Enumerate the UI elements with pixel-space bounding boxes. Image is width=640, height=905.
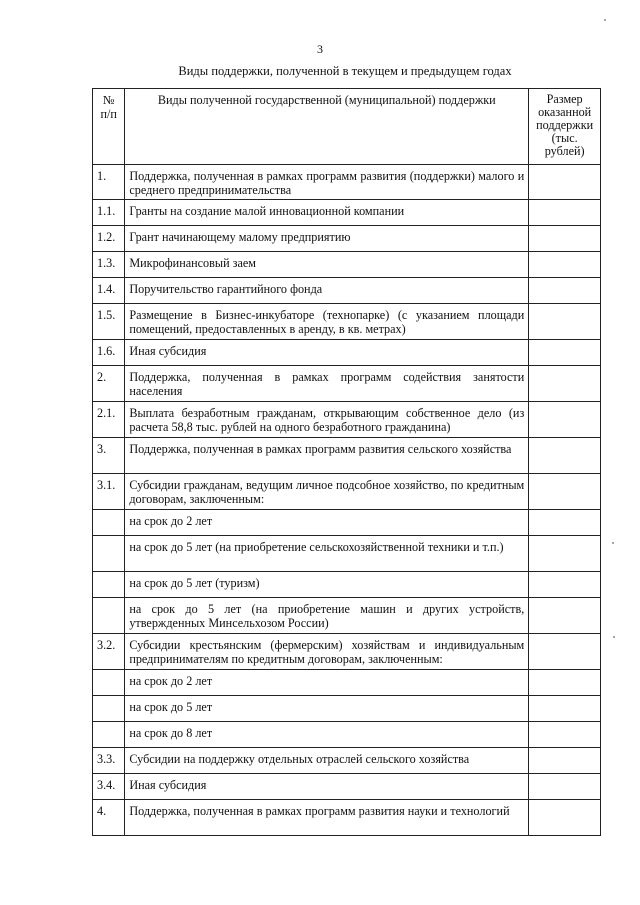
row-number: 1.2. — [93, 226, 125, 252]
row-amount[interactable] — [529, 510, 601, 536]
row-number: 1.4. — [93, 278, 125, 304]
row-number: 1.3. — [93, 252, 125, 278]
row-amount[interactable] — [529, 722, 601, 748]
row-description: Гранты на создание малой инновационной компании — [125, 200, 529, 226]
row-description: на срок до 5 лет — [125, 696, 529, 722]
table-row — [93, 748, 601, 774]
table-row — [93, 774, 601, 800]
row-number — [93, 722, 125, 748]
document-title: Виды поддержки, полученной в текущем и предыдущем годах — [178, 64, 512, 78]
row-description: Поддержка, полученная в рамках программ развития (поддержки) малого и среднего предпринимательства — [125, 165, 529, 200]
row-amount[interactable] — [529, 340, 601, 366]
row-amount[interactable] — [529, 696, 601, 722]
row-amount[interactable] — [529, 598, 601, 634]
row-description: Субсидии на поддержку отдельных отраслей сельского хозяйства — [125, 748, 529, 774]
row-description: Поддержка, полученная в рамках программ развития сельского хозяйства — [125, 438, 529, 474]
row-amount[interactable] — [529, 748, 601, 774]
row-amount[interactable] — [529, 366, 601, 402]
row-number: 3.4. — [93, 774, 125, 800]
row-description: Поддержка, полученная в рамках программ содействия занятости населения — [125, 366, 529, 402]
table-row — [93, 226, 601, 252]
row-number — [93, 598, 125, 634]
row-amount[interactable] — [529, 774, 601, 800]
row-amount[interactable] — [529, 278, 601, 304]
row-number — [93, 696, 125, 722]
row-amount[interactable] — [529, 536, 601, 572]
row-amount[interactable] — [529, 402, 601, 438]
row-description: на срок до 5 лет (туризм) — [125, 572, 529, 598]
row-number: 1.6. — [93, 340, 125, 366]
table-row — [93, 800, 601, 836]
table-row — [93, 366, 601, 402]
row-description: на срок до 5 лет (на приобретение машин и других устройств, утвержденных Минсельхозом России) — [125, 598, 529, 634]
row-number: 3. — [93, 438, 125, 474]
row-number: 3.2. — [93, 634, 125, 670]
row-amount[interactable] — [529, 226, 601, 252]
table-row — [93, 200, 601, 226]
row-description: на срок до 8 лет — [125, 722, 529, 748]
row-description: Размещение в Бизнес-инкубаторе (технопарке) (с указанием площади помещений, предоставленных в аренду, в кв. метрах) — [125, 304, 529, 340]
table-row — [93, 438, 601, 474]
row-description: Поддержка, полученная в рамках программ развития науки и технологий — [125, 800, 529, 836]
row-description: Микрофинансовый заем — [125, 252, 529, 278]
table-row — [93, 278, 601, 304]
row-amount[interactable] — [529, 800, 601, 836]
row-description: Поручительство гарантийного фонда — [125, 278, 529, 304]
support-table — [92, 88, 601, 836]
row-number: 3.1. — [93, 474, 125, 510]
header-number: № п/п — [93, 89, 125, 165]
row-description: на срок до 5 лет (на приобретение сельскохозяйственной техники и т.п.) — [125, 536, 529, 572]
table-row — [93, 304, 601, 340]
row-description: на срок до 2 лет — [125, 510, 529, 536]
row-description: Грант начинающему малому предприятию — [125, 226, 529, 252]
row-number: 1.1. — [93, 200, 125, 226]
row-number — [93, 572, 125, 598]
scan-speck — [613, 636, 615, 638]
row-number: 1. — [93, 165, 125, 200]
row-amount[interactable] — [529, 670, 601, 696]
row-description: на срок до 2 лет — [125, 670, 529, 696]
page-number: 3 — [317, 42, 323, 56]
row-amount[interactable] — [529, 252, 601, 278]
row-description: Иная субсидия — [125, 340, 529, 366]
table-row — [93, 696, 601, 722]
row-number: 4. — [93, 800, 125, 836]
row-number: 1.5. — [93, 304, 125, 340]
table-row — [93, 598, 601, 634]
row-amount[interactable] — [529, 304, 601, 340]
table-row — [93, 572, 601, 598]
row-amount[interactable] — [529, 200, 601, 226]
table-header-row — [93, 89, 601, 165]
row-number: 3.3. — [93, 748, 125, 774]
scan-speck — [604, 19, 606, 21]
table-row — [93, 670, 601, 696]
table-row — [93, 252, 601, 278]
header-amount: Размер оказанной поддержки (тыс. рублей) — [529, 89, 601, 165]
row-number — [93, 670, 125, 696]
table-row — [93, 340, 601, 366]
row-number: 2. — [93, 366, 125, 402]
table-row — [93, 474, 601, 510]
table-row — [93, 402, 601, 438]
row-description: Выплата безработным гражданам, открывающим собственное дело (из расчета 58,8 тыс. рублей на одного безработного гражданина) — [125, 402, 529, 438]
table-row — [93, 536, 601, 572]
row-description: Субсидии гражданам, ведущим личное подсобное хозяйство, по кредитным договорам, заключенным: — [125, 474, 529, 510]
row-number: 2.1. — [93, 402, 125, 438]
row-amount[interactable] — [529, 165, 601, 200]
table-row — [93, 510, 601, 536]
table-row — [93, 634, 601, 670]
row-description: Иная субсидия — [125, 774, 529, 800]
table-row — [93, 165, 601, 200]
row-number — [93, 536, 125, 572]
scan-speck — [612, 542, 614, 544]
row-description: Субсидии крестьянским (фермерским) хозяйствам и индивидуальным предпринимателям по кредитным договорам, заключенным: — [125, 634, 529, 670]
table-row — [93, 722, 601, 748]
row-number — [93, 510, 125, 536]
row-amount[interactable] — [529, 572, 601, 598]
row-amount[interactable] — [529, 634, 601, 670]
row-amount[interactable] — [529, 474, 601, 510]
header-support-type: Виды полученной государственной (муниципальной) поддержки — [125, 89, 529, 165]
row-amount[interactable] — [529, 438, 601, 474]
